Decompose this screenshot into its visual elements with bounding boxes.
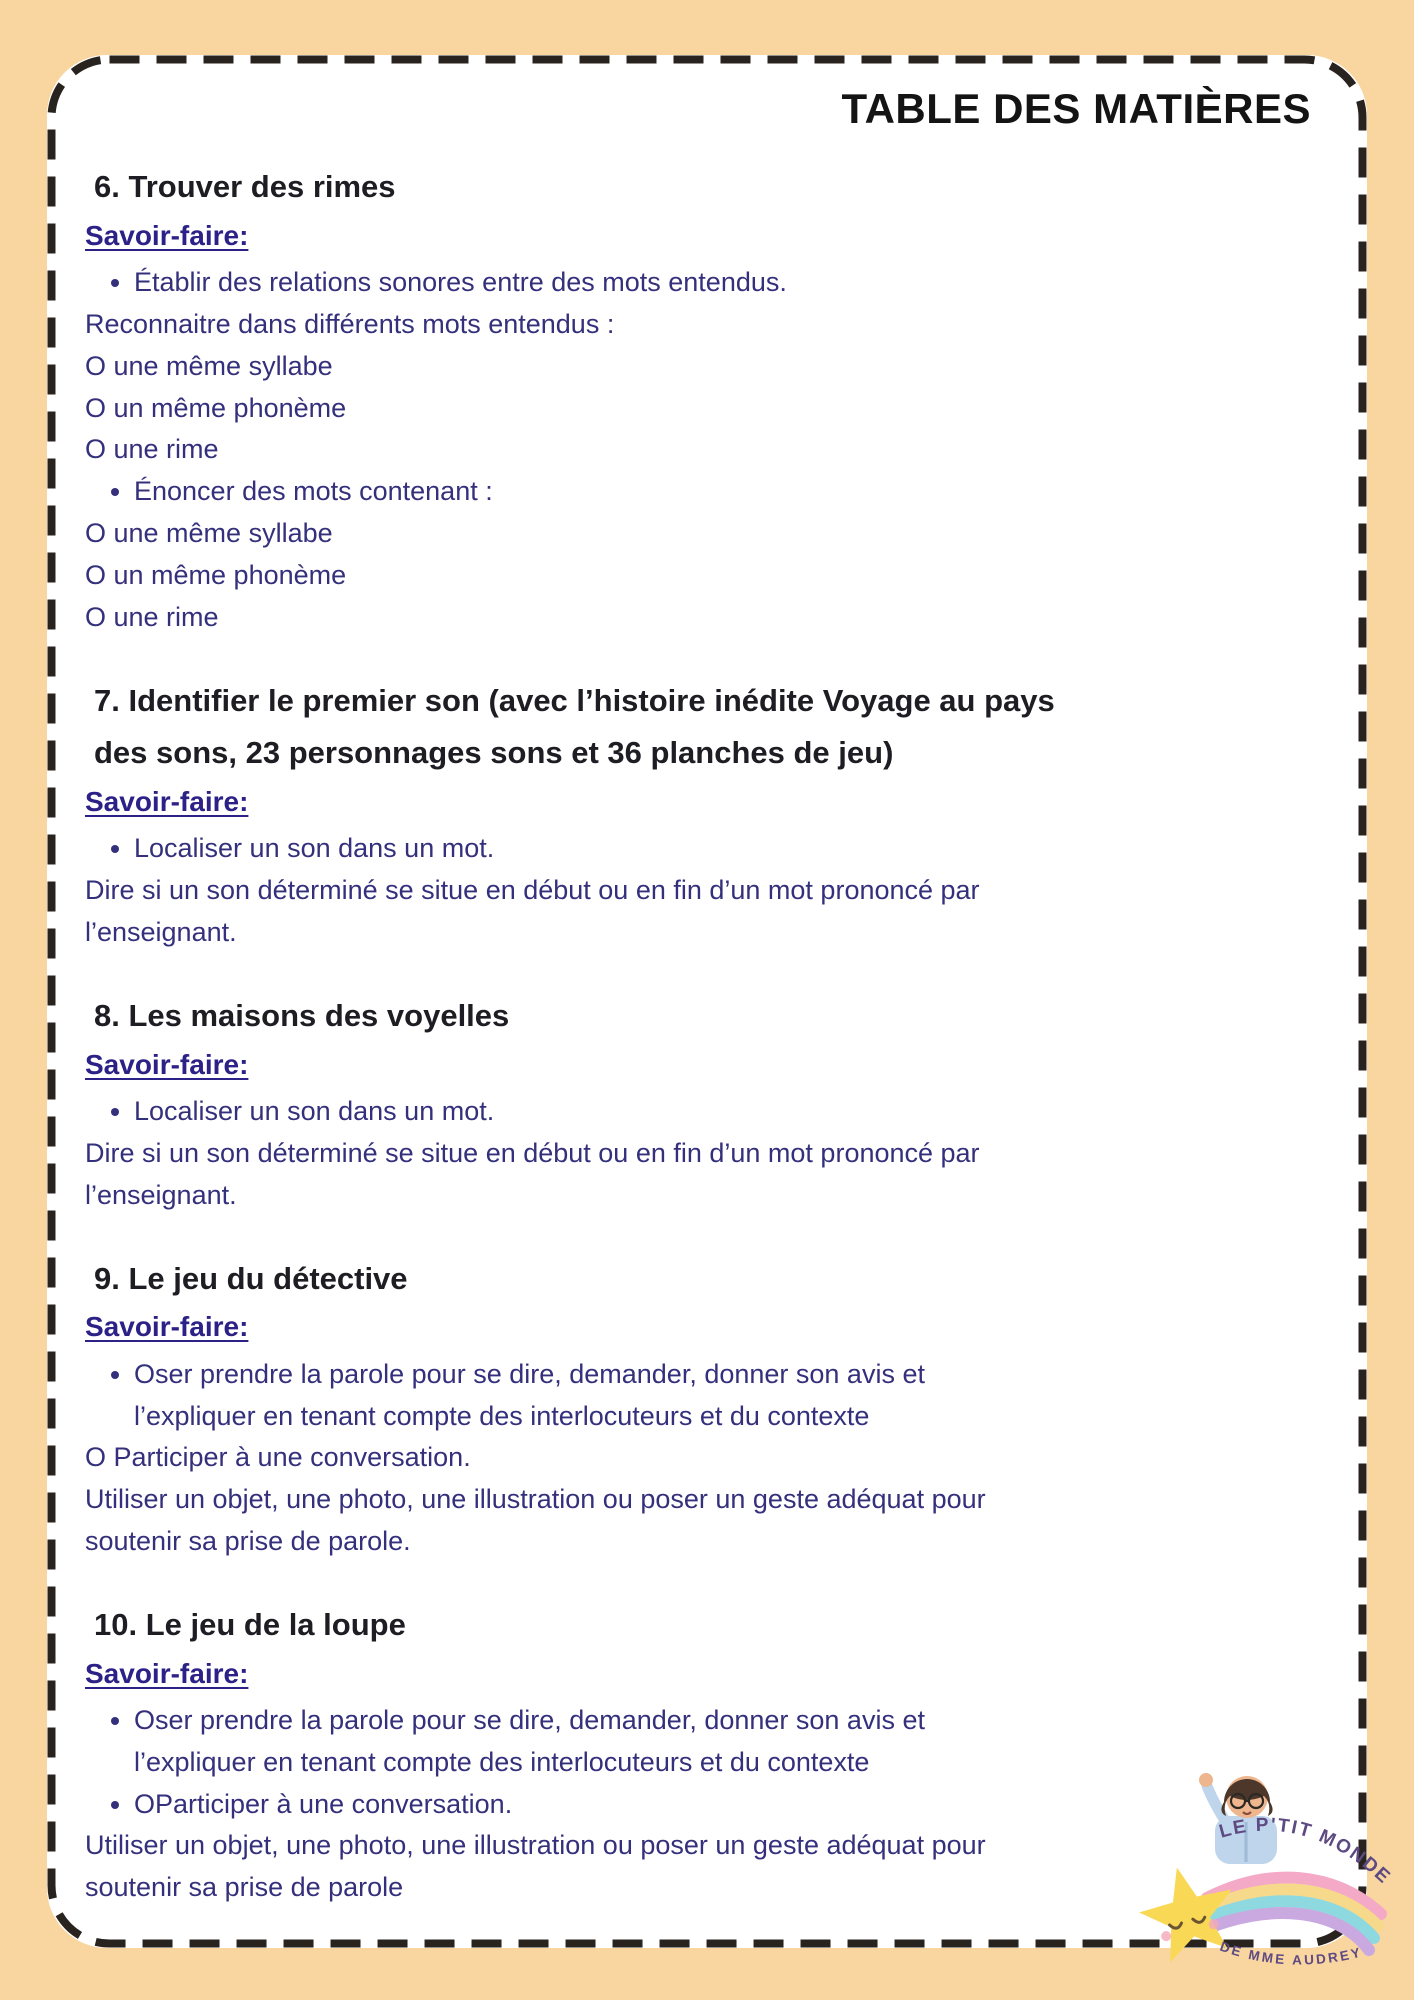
bullet-item: Localiser un son dans un mot. (85, 828, 1317, 870)
text-line: Utiliser un objet, une photo, une illustration ou poser un geste adéquat pour soutenir sa prise de parole. (85, 1484, 986, 1557)
section-heading: 8. Les maisons des voyelles (94, 997, 510, 1033)
bullet-dot (111, 1108, 119, 1116)
savoir-faire-label: Savoir-faire: (85, 219, 249, 251)
text-line: Dire si un son déterminé se situe en début ou en fin d’un mot prononcé par l’enseignant. (85, 875, 980, 948)
brand-logo-line1: LE P'TIT MONDE (1216, 1814, 1396, 1889)
toc-section (85, 990, 1317, 1217)
document-page (47, 55, 1367, 1948)
savoir-faire-label: Savoir-faire: (85, 1048, 249, 1080)
rainbow-icon (1201, 1878, 1381, 1950)
toc-section (85, 1599, 1317, 1909)
bullet-dot (111, 488, 119, 496)
bullet-dot (111, 1717, 119, 1725)
brand-logo (1135, 1766, 1397, 1978)
text-line: Reconnaitre dans différents mots entendus : (85, 308, 615, 339)
bullet-item: Établir des relations sonores entre des mots entendus. (85, 262, 1317, 304)
bullet-item: Énoncer des mots contenant : (85, 471, 1317, 513)
bullet-item: Oser prendre la parole pour se dire, demander, donner son avis et l’expliquer en tenant compte des interlocuteurs et du contexte (85, 1700, 1317, 1784)
savoir-faire-label: Savoir-faire: (85, 1311, 249, 1343)
savoir-faire-label: Savoir-faire: (85, 1657, 249, 1689)
text-line: O un même phonème (85, 392, 347, 423)
toc-section (85, 675, 1317, 954)
text-line: Dire si un son déterminé se situe en début ou en fin d’un mot prononcé par l’enseignant. (85, 1137, 980, 1210)
toc-section (85, 161, 1317, 639)
brand-logo-line2: DE MME AUDREY (1218, 1938, 1365, 1968)
bullet-dot (111, 845, 119, 853)
text-line: O Participer à une conversation. (85, 1442, 471, 1473)
bullet-item: Localiser un son dans un mot. (85, 1091, 1317, 1133)
bullet-dot (111, 1801, 119, 1809)
savoir-faire-label: Savoir-faire: (85, 786, 249, 818)
text-line: O une rime (85, 601, 219, 632)
section-heading: 6. Trouver des rimes (94, 169, 396, 204)
bullet-item: OParticiper à une conversation. (85, 1784, 1317, 1826)
bullet-dot (111, 1371, 119, 1379)
bullet-dot (111, 279, 119, 287)
text-line: O une même syllabe (85, 518, 333, 549)
page-title: TABLE DES MATIÈRES (841, 85, 1311, 132)
text-line: Utiliser un objet, une photo, une illustration ou poser un geste adéquat pour soutenir sa prise de parole (85, 1830, 986, 1903)
text-line: O un même phonème (85, 559, 347, 590)
section-heading: 10. Le jeu de la loupe (94, 1606, 406, 1642)
bullet-item: Oser prendre la parole pour se dire, demander, donner son avis et l’expliquer en tenant compte des interlocuteurs et du contexte (85, 1354, 1317, 1438)
toc-section (85, 1253, 1317, 1563)
toc-content (85, 161, 1317, 1909)
text-line: O une rime (85, 434, 219, 465)
section-heading: 9. Le jeu du détective (94, 1260, 408, 1296)
section-heading: 7. Identifier le premier son (avec l’histoire inédite Voyage au pays des sons, 23 personnages sons et 36 planches de jeu) (94, 682, 1055, 771)
text-line: O une même syllabe (85, 350, 333, 381)
